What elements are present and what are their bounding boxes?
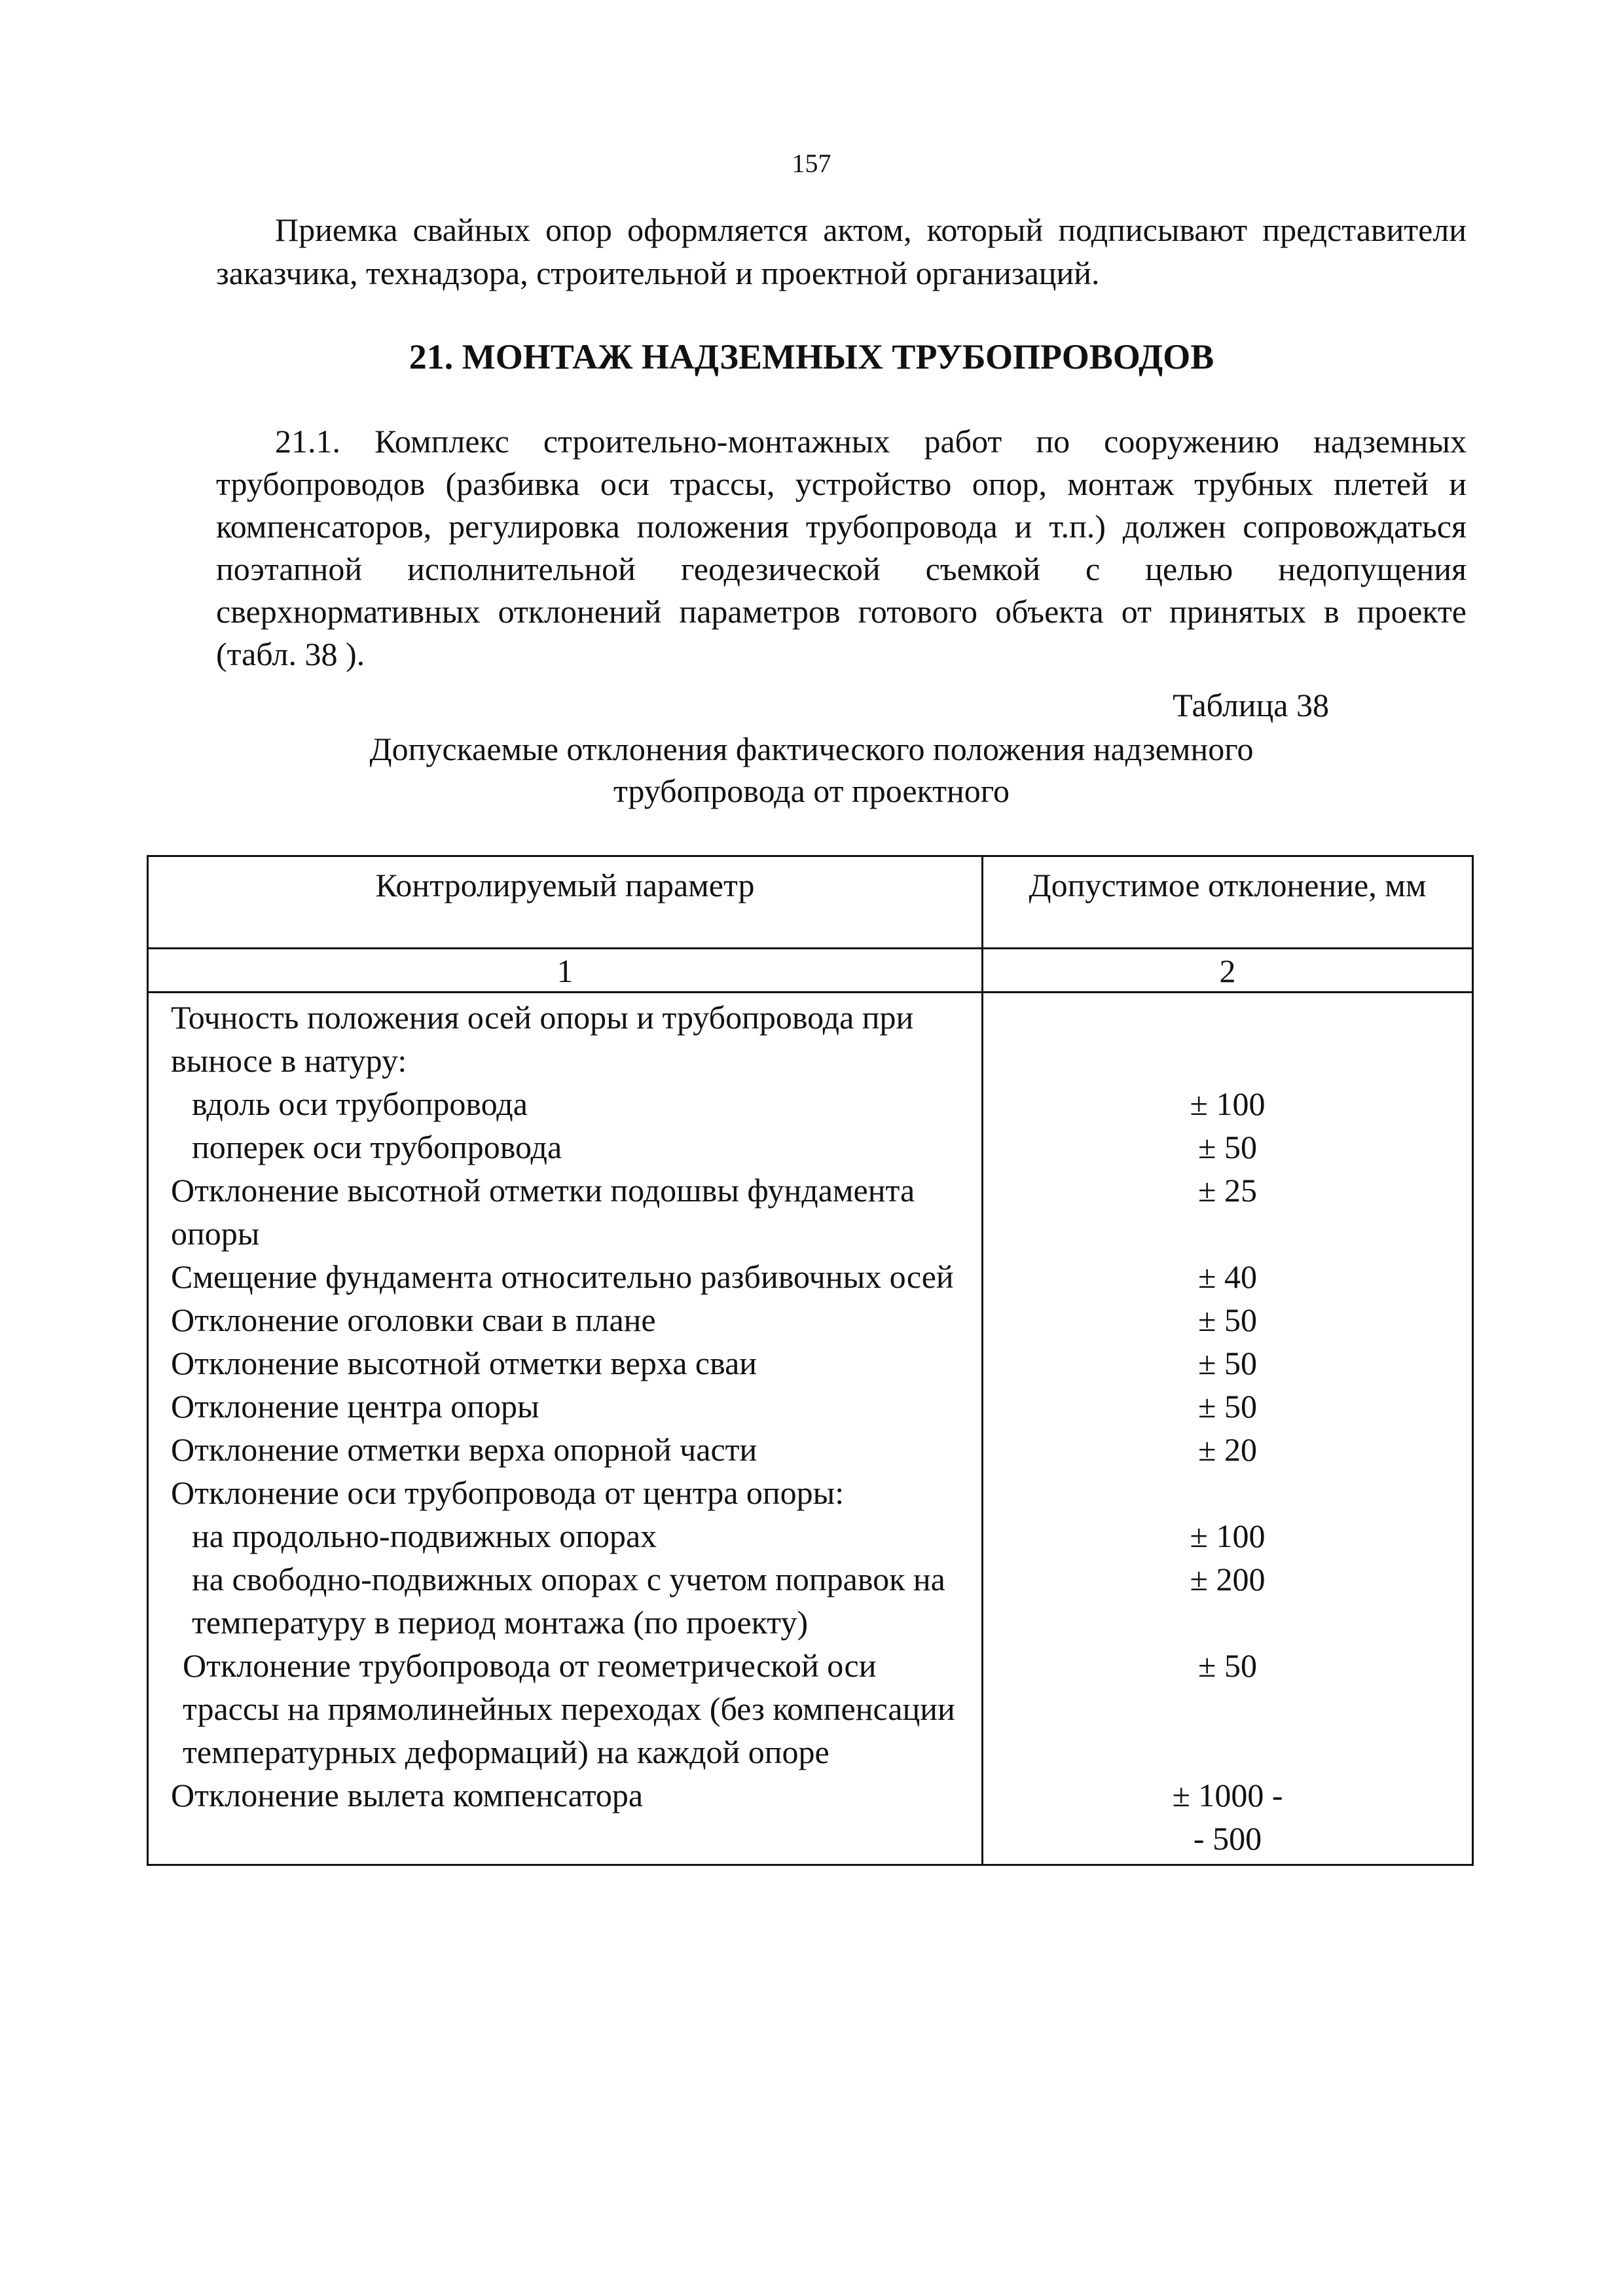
table-caption: [0, 728, 1623, 812]
parameter-cell: поперек оси трубопровода: [148, 1125, 983, 1169]
parameter-cell: Смещение фундамента относительно разбивочных осей: [148, 1255, 983, 1298]
deviations-table: [147, 855, 1474, 1866]
column-number-row: [148, 949, 1473, 993]
table-row: [148, 1385, 1473, 1428]
table-row: [148, 1428, 1473, 1471]
parameter-cell: на продольно-подвижных опорах: [148, 1514, 983, 1558]
table-row: [148, 1298, 1473, 1341]
deviation-cell: ± 40: [983, 1255, 1473, 1298]
table-row: [148, 1082, 1473, 1125]
parameter-cell: Отклонение высотной отметки верха сваи: [148, 1341, 983, 1385]
table-row: [148, 1471, 1473, 1514]
parameter-cell: Отклонение высотной отметки подошвы фундамента опоры: [148, 1169, 983, 1255]
parameter-cell: Отклонение оси трубопровода от центра опоры:: [148, 1471, 983, 1514]
deviation-cell: [983, 993, 1473, 1083]
deviation-cell: [983, 1471, 1473, 1514]
table-label: Таблица 38: [1173, 687, 1329, 723]
deviation-cell: [983, 1774, 1473, 1865]
parameter-cell: Отклонение трубопровода от геометрической оси трассы на прямолинейных переходах (без компенсации температурных деформаций) на каждой опоре: [148, 1644, 983, 1774]
parameter-cell: на свободно-подвижных опорах с учетом поправок на температуру в период монтажа (по проекту): [148, 1558, 983, 1644]
deviation-cell: ± 20: [983, 1428, 1473, 1471]
table-caption-line: трубопровода от проектного: [613, 773, 1010, 809]
parameter-cell: Отклонение оголовки сваи в плане: [148, 1298, 983, 1341]
deviation-cell: ± 25: [983, 1169, 1473, 1255]
intro-paragraph: Приемка свайных опор оформляется актом, который подписывают представители заказчика, технадзора, строительной и проектной организаций.: [216, 211, 1467, 291]
table-row: [148, 1341, 1473, 1385]
column-number: 2: [983, 949, 1473, 993]
deviation-cell: ± 100: [983, 1082, 1473, 1125]
header-deviation: Допустимое отклонение, мм: [983, 856, 1473, 949]
parameter-cell: Отклонение вылета компенсатора: [148, 1774, 983, 1865]
table-caption-line: Допускаемые отклонения фактического положения надземного: [369, 731, 1254, 767]
section-heading: 21. МОНТАЖ НАДЗЕМНЫХ ТРУБОПРОВОДОВ: [409, 337, 1214, 376]
deviation-value-line: - 500: [1193, 1820, 1262, 1857]
table-header-row: [148, 856, 1473, 949]
table-row: [148, 1255, 1473, 1298]
table-row: [148, 1514, 1473, 1558]
column-number: 1: [148, 949, 983, 993]
deviation-cell: ± 100: [983, 1514, 1473, 1558]
parameter-cell: Точность положения осей опоры и трубопровода при выносе в натуру:: [148, 993, 983, 1083]
deviation-value-line: ± 1000 -: [1172, 1777, 1283, 1813]
parameter-cell: Отклонение центра опоры: [148, 1385, 983, 1428]
page-number: 157: [792, 149, 831, 178]
table-row: [148, 1169, 1473, 1255]
section-paragraph: 21.1. Комплекс строительно-монтажных работ по сооружению надземных трубопроводов (разбивка оси трассы, устройство опор, монтаж трубных плетей и компенсаторов, регулировка положения трубопровода и т.п.) должен сопровождаться поэтапной исполнительной геодезической съемкой с целью недопущения сверхнормативных отклонений параметров готового объекта от принятых в проекте (табл. 38 ).: [216, 423, 1467, 672]
deviation-cell: ± 50: [983, 1341, 1473, 1385]
parameter-cell: вдоль оси трубопровода: [148, 1082, 983, 1125]
deviation-cell: ± 50: [983, 1385, 1473, 1428]
deviation-cell: ± 50: [983, 1298, 1473, 1341]
deviation-cell: ± 50: [983, 1644, 1473, 1774]
parameter-cell: Отклонение отметки верха опорной части: [148, 1428, 983, 1471]
table-row: [148, 1644, 1473, 1774]
table-row: [148, 993, 1473, 1083]
deviation-cell: ± 50: [983, 1125, 1473, 1169]
deviation-cell: ± 200: [983, 1558, 1473, 1644]
table-row: [148, 1125, 1473, 1169]
table-row: [148, 1558, 1473, 1644]
table-row: [148, 1774, 1473, 1865]
header-parameter: Контролируемый параметр: [148, 856, 983, 949]
